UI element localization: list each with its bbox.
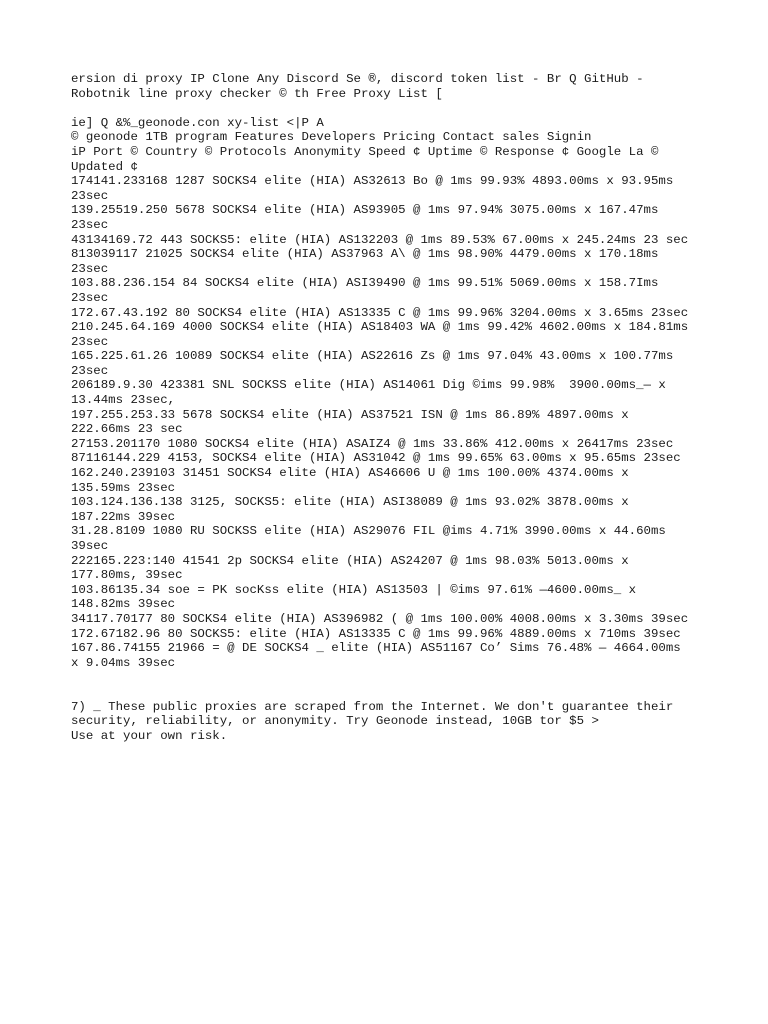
proxy-row-line — [71, 670, 728, 685]
proxy-row-line: 172.67.43.192 80 SOCKS4 elite (HIA) AS13335 C @ 1ms 99.96% 3204.00ms x 3.65ms 23sec — [71, 305, 689, 320]
proxy-row-line: 103.86135.34 soe = PK socKss elite (HIA) AS13503 | ©ims 97.61% —4600.00ms_ x — [71, 582, 637, 597]
proxy-row-line: 103.88.236.154 84 SOCKS4 elite (HIA) ASI39490 @ 1ms 99.51% 5069.00ms x 158.7Ims — [71, 276, 659, 291]
proxy-row-line: 34117.70177 80 SOCKS4 elite (HIA) AS396982 ( @ 1ms 100.00% 4008.00ms x 3.30ms 39sec — [71, 611, 689, 626]
proxy-row-line: 148.82ms 39sec — [71, 597, 176, 612]
proxy-row-line: 222.66ms 23 sec — [71, 422, 183, 437]
proxy-row-line: 31.28.8109 1080 RU SOCKSS elite (HIA) AS29076 FIL @ims 4.71% 3990.00ms x 44.60ms — [71, 524, 666, 539]
blank-line — [71, 101, 728, 116]
footer-text-block — [71, 700, 728, 744]
proxy-row-line: 135.59ms 23sec — [71, 480, 176, 495]
proxy-row-line: 210.245.64.169 4000 SOCKS4 elite (HIA) AS18403 WA @ 1ms 99.42% 4602.00ms x 184.81ms — [71, 320, 689, 335]
table-header-line: Updated ¢ — [71, 159, 138, 174]
proxy-row-line: 103.124.136.138 3125, SOCKS5: elite (HIA) ASI38089 @ 1ms 93.02% 3878.00ms x — [71, 495, 629, 510]
header-line: Robotnik line proxy checker © th Free Proxy List [ — [71, 86, 443, 101]
proxy-row-line: 39sec — [71, 539, 109, 553]
proxy-row-line: 222165.223:140 41541 2p SOCKS4 elite (HIA) AS24207 @ 1ms 98.03% 5013.00ms x — [71, 553, 629, 568]
proxy-row-line: 139.25519.250 5678 SOCKS4 elite (HIA) AS93905 @ 1ms 97.94% 3075.00ms x 167.47ms — [71, 203, 659, 218]
footer-line: security, reliability, or anonymity. Try Geonode instead, 10GB tor $5 > — [71, 714, 599, 729]
proxy-row-line: 165.225.61.26 10089 SOCKS4 elite (HIA) AS22616 Zs @ 1ms 97.04% 43.00ms x 100.77ms — [71, 349, 674, 364]
proxy-row-line: 172.67182.96 80 SOCKS5: elite (HIA) AS13335 C @ 1ms 99.96% 4889.00ms x 710ms 39sec — [71, 626, 681, 641]
proxy-row-line: 23sec — [71, 261, 109, 276]
proxy-row-line: 23sec — [71, 188, 109, 203]
proxy-table-text — [71, 174, 728, 685]
proxy-row-line: 162.240.239103 31451 SOCKS4 elite (HIA) AS46606 U @ 1ms 100.00% 4374.00ms x — [71, 466, 629, 481]
proxy-row-line: 87116144.229 4153, SOCKS4 elite (HIA) AS31042 @ 1ms 99.65% 63.00ms x 95.65ms 23sec — [71, 451, 681, 466]
blank-line — [71, 685, 728, 700]
proxy-row-line: 197.255.253.33 5678 SOCKS4 elite (HIA) AS37521 ISN @ 1ms 86.89% 4897.00ms x — [71, 407, 629, 422]
footer-line: Use at your own risk. — [71, 728, 228, 743]
proxy-row-line: 13.44ms 23sec, — [71, 393, 176, 408]
footer-line: 7) _ These public proxies are scraped from the Internet. We don't guarantee their — [71, 699, 674, 714]
proxy-row-line: 27153.201170 1080 SOCKS4 elite (HIA) ASAIZ4 @ 1ms 33.86% 412.00ms x 26417ms 23sec — [71, 436, 674, 451]
proxy-row-line: 23sec — [71, 334, 109, 349]
proxy-row-line: x 9.04ms 39sec — [71, 655, 176, 670]
proxy-row-line: 43134169.72 443 SOCKS5: elite (HIA) AS132203 @ 1ms 89.53% 67.00ms x 245.24ms 23 sec — [71, 232, 689, 247]
proxy-row-line: 174141.233168 1287 SOCKS4 elite (HIA) AS32613 Bo @ 1ms 99.93% 4893.00ms x 93.95ms — [71, 174, 674, 189]
proxy-row-line: 187.22ms 39sec — [71, 509, 176, 524]
nav-text-block — [71, 116, 728, 174]
nav-line: © geonode 1TB program Features Developers Pricing Contact sales Signin — [71, 130, 592, 145]
header-line: ersion di proxy IP Clone Any Discord Se ®, discord token list - Br Q GitHub - — [71, 72, 644, 86]
proxy-row-line: 206189.9.30 423381 SNL SOCKSS elite (HIA) AS14061 Dig ©ims 99.98% 3900.00ms_— x — [71, 378, 666, 393]
proxy-row-line: 813039117 21025 SOCKS4 elite (HIA) AS37963 A\ @ 1ms 98.90% 4479.00ms x 170.18ms — [71, 247, 659, 262]
nav-line: ie] Q &%_geonode.con xy-list <|P A — [71, 115, 324, 130]
proxy-row-line: 23sec — [71, 363, 109, 378]
table-header-line: iP Port © Country © Protocols Anonymity Speed ¢ Uptime © Response ¢ Google La © — [71, 144, 659, 159]
proxy-row-line: 23sec — [71, 217, 109, 232]
proxy-row-line: 23sec — [71, 290, 109, 305]
header-text-block — [71, 72, 728, 101]
proxy-row-line: 167.86.74155 21966 = @ DE SOCKS4 _ elite (HIA) AS51167 Co’ Sims 76.48% — 4664.00ms — [71, 641, 681, 656]
proxy-row-line: 177.80ms, 39sec — [71, 568, 183, 583]
